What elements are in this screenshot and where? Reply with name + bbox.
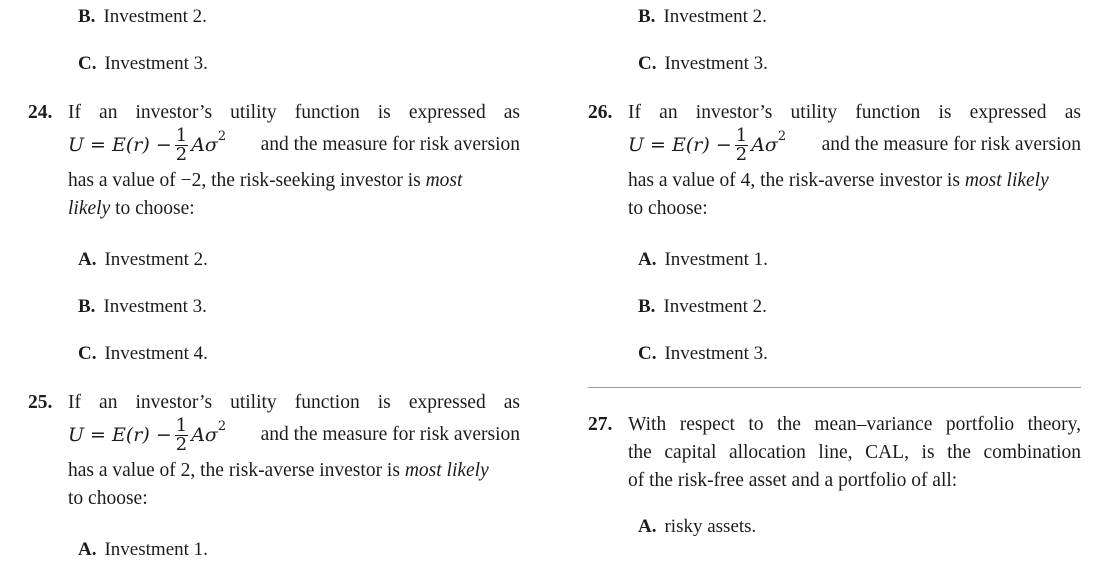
- answer-option: C. Investment 3.: [638, 53, 768, 74]
- answer-option: A. Investment 1.: [638, 249, 768, 270]
- question-text: If an investor’s utility function is expressed as U = E(r) − $\frac{1}{2}$ Aσ 2 and the measure for risk aversion has a value of 2, the risk-averse investor is most likely to choose:: [68, 392, 520, 509]
- utility-formula: U = E(r) − $\frac{1}{2}$ Aσ 2: [628, 124, 787, 165]
- utility-formula-line: U = E(r) − $\frac{1}{2}$ Aσ 2 and the measure for risk aversion: [68, 414, 520, 455]
- answer-option: C. Investment 3.: [638, 343, 768, 364]
- question-text: With respect to the mean–variance portfolio theory, the capital allocation line, CAL, is the combination of the risk-free asset and a portfolio of all:: [628, 414, 1081, 491]
- question-number: 26.: [588, 102, 613, 123]
- section-divider: [588, 387, 1081, 388]
- utility-formula: U = E(r) − $\frac{1}{2}$ Aσ 2: [68, 124, 227, 165]
- answer-option: C. Investment 3.: [78, 53, 208, 74]
- answer-option: C. Investment 4.: [78, 343, 208, 364]
- utility-formula-line: U = E(r) − $\frac{1}{2}$ Aσ 2 and the measure for risk aversion: [628, 124, 1081, 165]
- question-number: 24.: [28, 102, 53, 123]
- answer-option: B. Investment 2.: [78, 6, 207, 27]
- question-text: If an investor’s utility function is expressed as U = E(r) − $\frac{1}{2}$ Aσ 2 and the measure for risk aversion has a value of −2, the risk-seeking investor is most likely to choose:: [68, 102, 520, 219]
- question-number: 25.: [28, 392, 53, 413]
- question-number: 27.: [588, 414, 613, 435]
- answer-option: A. risky assets.: [638, 516, 757, 537]
- question-text: If an investor’s utility function is expressed as U = E(r) − $\frac{1}{2}$ Aσ 2 and the measure for risk aversion has a value of 4, the risk-averse investor is most likely to choose:: [628, 102, 1081, 219]
- utility-formula: U = E(r) − $\frac{1}{2}$ Aσ 2: [68, 414, 227, 455]
- answer-option: B. Investment 3.: [78, 296, 207, 317]
- answer-option: A. Investment 1.: [78, 539, 208, 560]
- utility-formula-line: U = E(r) − $\frac{1}{2}$ Aσ 2 and the measure for risk aversion: [68, 124, 520, 165]
- answer-option: B. Investment 2.: [638, 6, 767, 27]
- answer-option: A. Investment 2.: [78, 249, 208, 270]
- answer-option: B. Investment 2.: [638, 296, 767, 317]
